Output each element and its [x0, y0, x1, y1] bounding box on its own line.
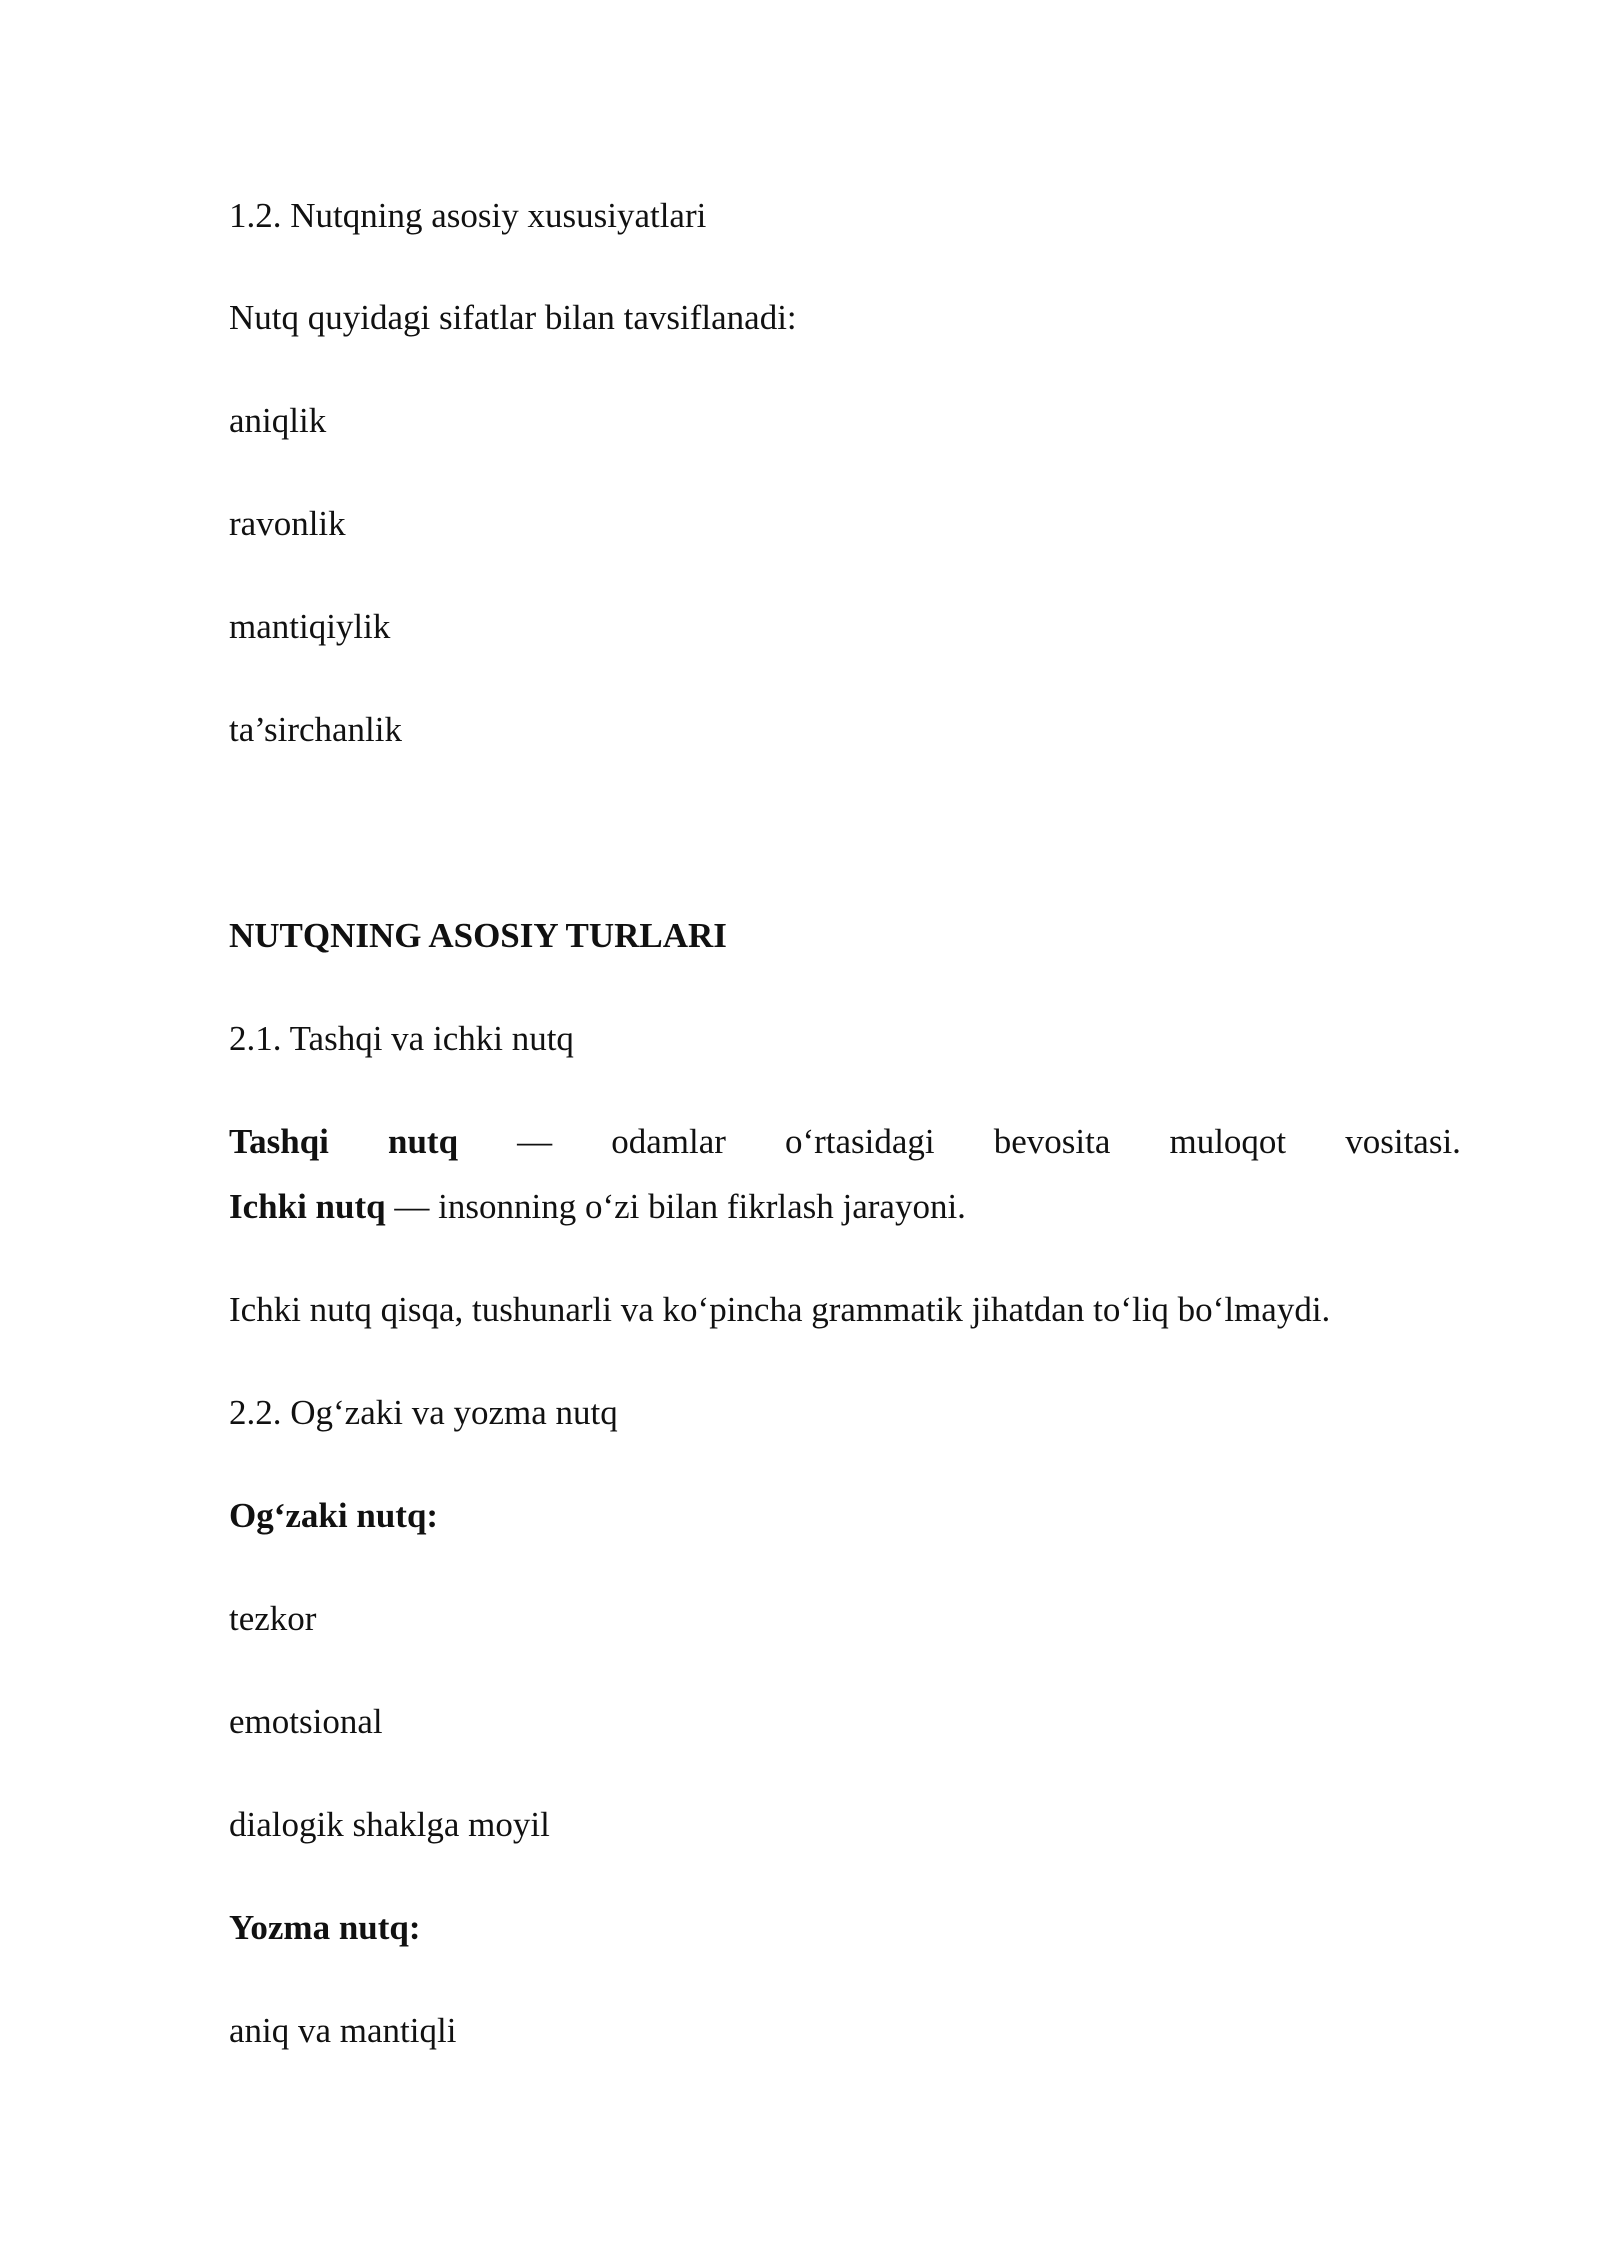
list-item-dialogik: dialogik shaklga moyil — [229, 1805, 550, 1844]
section-heading-2-1: 2.1. Tashqi va ichki nutq — [229, 1019, 574, 1058]
definition-text: — insonning o‘zi bilan fikrlash jarayoni. — [385, 1187, 966, 1226]
word: vositasi. — [1345, 1122, 1461, 1161]
word: o‘rtasidagi — [784, 1122, 935, 1161]
list-item-ravonlik: ravonlik — [229, 504, 346, 543]
term-ichki-nutq: Ichki nutq — [229, 1187, 386, 1226]
list-item-aniq-mantiqli: aniq va mantiqli — [229, 2011, 457, 2050]
list-item-tezkor: tezkor — [229, 1599, 317, 1638]
word: muloqot — [1169, 1122, 1287, 1161]
oral-speech-label: Og‘zaki nutq: — [229, 1496, 439, 1535]
ichki-nutq-note: Ichki nutq qisqa, tushunarli va ko‘pincha grammatik jihatdan to‘liq bo‘lmaydi. — [229, 1290, 1331, 1329]
word: bevosita — [993, 1122, 1111, 1161]
section-heading-2-2: 2.2. Og‘zaki va yozma nutq — [229, 1393, 618, 1432]
term-tashqi: Tashqi — [229, 1122, 329, 1161]
justified-paragraph-line — [229, 1122, 1461, 1162]
chapter-title: NUTQNING ASOSIY TURLARI — [229, 916, 727, 955]
em-dash: — — [517, 1122, 553, 1161]
list-item-mantiqiylik: mantiqiylik — [229, 607, 391, 646]
written-speech-label: Yozma nutq: — [229, 1908, 421, 1947]
word: odamlar — [611, 1122, 726, 1161]
list-item-emotsional: emotsional — [229, 1702, 383, 1741]
list-item-tasirchanlik: ta’sirchanlik — [229, 710, 403, 749]
section-heading-1-2: 1.2. Nutqning asosiy xususiyatlari — [229, 196, 707, 235]
section-intro: Nutq quyidagi sifatlar bilan tavsiflanadi: — [229, 298, 797, 337]
term-nutq: nutq — [388, 1122, 459, 1161]
list-item-aniqlik: aniqlik — [229, 401, 327, 440]
ichki-nutq-definition — [229, 1187, 966, 1227]
